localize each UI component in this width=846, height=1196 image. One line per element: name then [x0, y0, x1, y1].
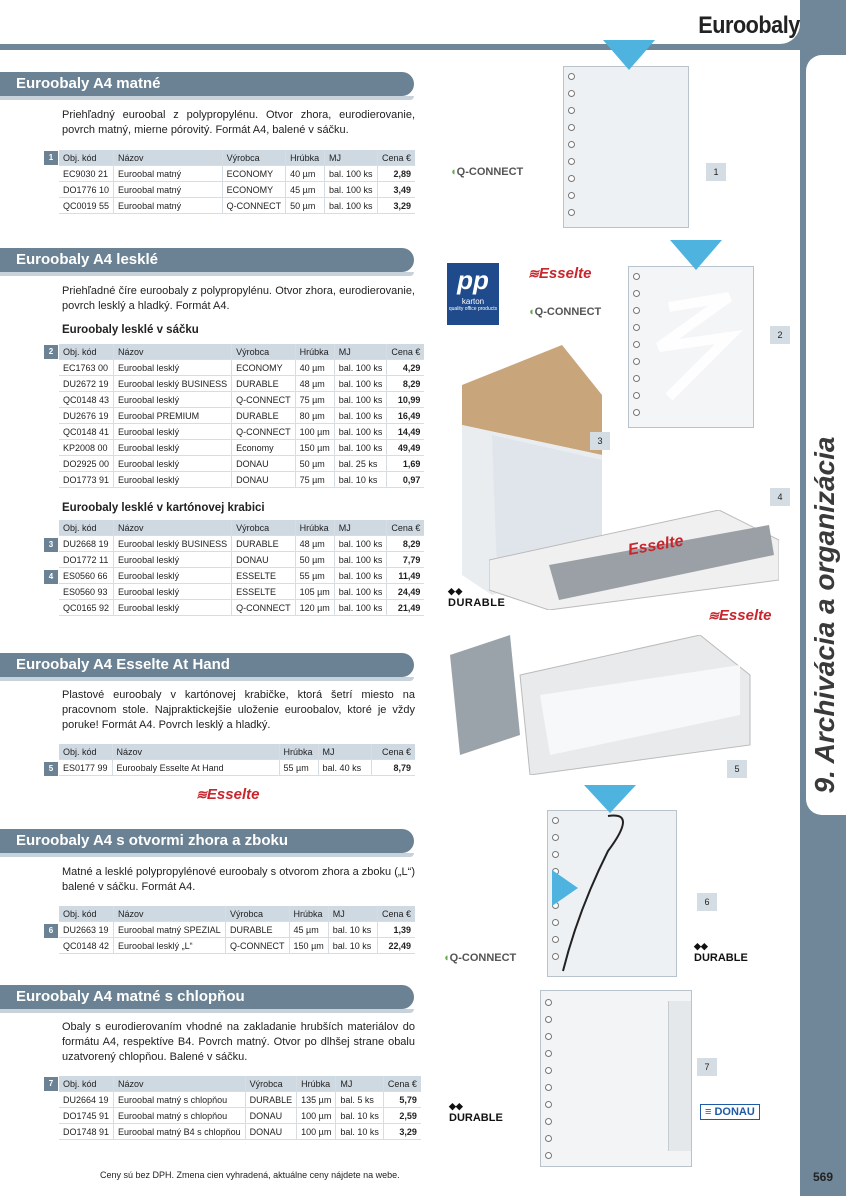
row-marker: 6 — [44, 924, 58, 938]
table-row — [59, 440, 424, 456]
table-cell: DO1745 91 — [59, 1108, 114, 1124]
footer-note: Ceny sú bez DPH. Zmena cien vyhradená, aktuálne ceny nájdete na webe. — [100, 1170, 400, 1180]
table-row — [59, 408, 424, 424]
table-cell: 16,49 — [387, 408, 425, 424]
table-cell: 135 µm — [297, 1092, 336, 1108]
column-header: MJ — [334, 520, 387, 536]
table-row — [59, 760, 415, 776]
table-cell: 40 µm — [286, 166, 325, 182]
table-cell: DONAU — [232, 456, 296, 472]
table-cell: bal. 100 ks — [334, 408, 387, 424]
column-header: Výrobca — [232, 344, 296, 360]
table-cell: Euroobal lesklý — [114, 584, 232, 600]
section-header — [0, 985, 414, 1009]
table-cell: 4,29 — [387, 360, 425, 376]
table-cell: bal. 100 ks — [325, 182, 378, 198]
column-header: Cena € — [387, 520, 425, 536]
table-cell: 75 µm — [295, 392, 334, 408]
table-cell: DURABLE — [232, 376, 296, 392]
column-header: Cena € — [383, 1076, 421, 1092]
table-cell: QC0148 43 — [59, 392, 114, 408]
product-image-matte-sleeve — [563, 66, 689, 228]
page-title: Euroobaly — [698, 12, 800, 39]
table-cell: bal. 100 ks — [334, 536, 387, 552]
table-cell: DURABLE — [232, 536, 296, 552]
table-cell: Q-CONNECT — [232, 600, 296, 616]
table-cell: bal. 100 ks — [325, 166, 378, 182]
table-cell: 75 µm — [295, 472, 334, 488]
table-cell: Euroobal matný s chlopňou — [114, 1092, 246, 1108]
table-row — [59, 166, 415, 182]
table-cell: bal. 40 ks — [318, 760, 371, 776]
table-cell: Euroobal lesklý — [114, 424, 232, 440]
section-header — [0, 653, 414, 677]
durable-logo: ◆◆ DURABLE — [449, 1101, 503, 1124]
section-description: Obaly s eurodierovaním vhodné na zakladanie hrubších materiálov do formátu A4, respektíve B4. Povrch matný. Otvor po dlhšej strane obalu uzatvorený chlopňou. Balené v sáčku. — [62, 1021, 415, 1063]
table-row — [59, 922, 415, 938]
table-row — [59, 568, 424, 584]
table-row — [59, 182, 415, 198]
table-cell: ESSELTE — [232, 568, 296, 584]
table-cell: DU2668 19 — [59, 536, 114, 552]
table-cell: DU2676 19 — [59, 408, 114, 424]
column-header: Hrúbka — [295, 520, 334, 536]
chapter-label: 9. Archivácia a organizácia — [809, 436, 840, 794]
table-row — [59, 198, 415, 214]
esselte-logo: ≋Esselte — [528, 265, 592, 282]
table-cell: QC0165 92 — [59, 600, 114, 616]
table-cell: DURABLE — [245, 1092, 297, 1108]
esselte-logo: ≋Esselte — [196, 786, 260, 803]
table-cell: 1,69 — [387, 456, 425, 472]
column-header: MJ — [325, 150, 378, 166]
at-hand-box-icon — [450, 635, 780, 775]
table-cell: Euroobal lesklý — [114, 440, 232, 456]
table-cell: DURABLE — [226, 922, 290, 938]
table-row — [59, 360, 424, 376]
image-badge: 4 — [770, 488, 790, 506]
column-header: Hrúbka — [286, 150, 325, 166]
section-title: Euroobaly A4 matné s chlopňou — [16, 988, 245, 1005]
table-cell: 100 µm — [297, 1124, 336, 1140]
section-description: Priehľadné číre euroobaly z polypropylénu. Otvor zhora, eurodierovanie, povrch lesklý a hladký. Formát A4. — [62, 285, 415, 312]
table-cell: bal. 100 ks — [325, 198, 378, 214]
table-cell: Euroobal lesklý BUSINESS — [114, 536, 232, 552]
table-cell: QC0019 55 — [59, 198, 114, 214]
column-header: MJ — [334, 344, 387, 360]
table-cell: 80 µm — [295, 408, 334, 424]
table-cell: DONAU — [232, 472, 296, 488]
table-cell: bal. 100 ks — [334, 392, 387, 408]
column-header: Obj. kód — [59, 1076, 114, 1092]
table-cell: ECONOMY — [222, 182, 286, 198]
durable-mark-icon: ◆◆ — [449, 1101, 463, 1111]
table-cell: Euroobal matný s chlopňou — [114, 1108, 246, 1124]
table-cell: 3,29 — [377, 198, 415, 214]
row-marker: 1 — [44, 151, 58, 165]
table-cell: Q-CONNECT — [222, 198, 286, 214]
esselte-box-icon — [489, 510, 779, 610]
table-cell: 45 µm — [286, 182, 325, 198]
table-row — [59, 1092, 421, 1108]
table-cell: Euroobal matný — [114, 166, 223, 182]
table-cell: Euroobal lesklý — [114, 600, 232, 616]
column-header: MJ — [318, 744, 371, 760]
column-header: Názov — [112, 744, 279, 760]
table-cell: KP2008 00 — [59, 440, 114, 456]
table-cell: bal. 10 ks — [336, 1108, 384, 1124]
table-cell: 100 µm — [297, 1108, 336, 1124]
column-header: Obj. kód — [59, 906, 114, 922]
column-header: Obj. kód — [59, 344, 114, 360]
image-badge: 5 — [727, 760, 747, 778]
table-cell: ECONOMY — [232, 360, 296, 376]
table-row — [59, 424, 424, 440]
table-cell: 2,89 — [377, 166, 415, 182]
table-cell: 55 µm — [279, 760, 318, 776]
table-row — [59, 1108, 421, 1124]
table-cell: Euroobal matný — [114, 198, 223, 214]
table-cell: 3,29 — [383, 1124, 421, 1140]
table-cell: DONAU — [245, 1124, 297, 1140]
table-cell: DO1773 91 — [59, 472, 114, 488]
table-cell: DO2925 00 — [59, 456, 114, 472]
table-row — [59, 600, 424, 616]
product-image-flap-sleeve — [540, 990, 692, 1167]
column-header: Názov — [114, 150, 223, 166]
table-cell: 150 µm — [295, 440, 334, 456]
table-cell: ES0560 66 — [59, 568, 114, 584]
table-cell: EC1763 00 — [59, 360, 114, 376]
table-cell: 50 µm — [295, 552, 334, 568]
row-marker: 5 — [44, 762, 58, 776]
table-cell: bal. 100 ks — [334, 600, 387, 616]
section-title: Euroobaly A4 lesklé — [16, 251, 159, 268]
table-cell: Euroobal matný SPEZIAL — [114, 922, 226, 938]
esselte-mark-icon: ≋ — [196, 787, 207, 802]
table-cell: 55 µm — [295, 568, 334, 584]
table-cell: 3,49 — [377, 182, 415, 198]
page-number: 569 — [812, 1170, 834, 1184]
table-cell: 105 µm — [295, 584, 334, 600]
table-row — [59, 456, 424, 472]
table-cell: 8,79 — [371, 760, 415, 776]
table-header-row — [59, 520, 424, 536]
pp-karton-logo: pp karton quality office products — [447, 263, 499, 325]
image-badge: 1 — [706, 163, 726, 181]
product-image-glossy-sleeve — [628, 266, 754, 428]
durable-logo: ◆◆ DURABLE — [694, 941, 748, 964]
section-title: Euroobaly A4 Esselte At Hand — [16, 656, 230, 673]
donau-logo: ≡ DONAU — [700, 1104, 760, 1120]
table-cell: 100 µm — [295, 424, 334, 440]
table-cell: Euroobaly Esselte At Hand — [112, 760, 279, 776]
table-header-row — [59, 1076, 421, 1092]
column-header: Názov — [114, 520, 232, 536]
column-header: MJ — [328, 906, 377, 922]
table-cell: ECONOMY — [222, 166, 286, 182]
table-cell: 48 µm — [295, 376, 334, 392]
column-header: Hrúbka — [295, 344, 334, 360]
table-cell: 50 µm — [286, 198, 325, 214]
table-cell: bal. 100 ks — [334, 584, 387, 600]
table-cell: DONAU — [245, 1108, 297, 1124]
column-header: Cena € — [377, 906, 415, 922]
table-cell: Euroobal lesklý — [114, 456, 232, 472]
product-table — [59, 520, 424, 616]
column-header: Názov — [114, 906, 226, 922]
image-badge: 2 — [770, 326, 790, 344]
table-cell: 21,49 — [387, 600, 425, 616]
column-header: Názov — [114, 344, 232, 360]
esselte-logo: ≋Esselte — [708, 607, 772, 624]
table-row — [59, 938, 415, 954]
row-marker: 7 — [44, 1077, 58, 1091]
section-description: Priehľadný euroobal z polypropylénu. Otvor zhora, eurodierovanie, povrch matný, mierne pórovitý. Formát A4, balené v sáčku. — [62, 109, 415, 136]
table-cell: 5,79 — [383, 1092, 421, 1108]
table-cell: 7,79 — [387, 552, 425, 568]
table-cell: EC9030 21 — [59, 166, 114, 182]
table-cell: bal. 100 ks — [334, 552, 387, 568]
table-cell: Euroobal matný — [114, 182, 223, 198]
table-header-row — [59, 906, 415, 922]
section-description: Matné a lesklé polypropylénové euroobaly s otvorom zhora a zboku („L“) balené v sáčku. Formát A4. — [62, 866, 415, 893]
gloss-shine-icon — [629, 267, 753, 427]
table-header-row — [59, 744, 415, 760]
product-table — [59, 150, 415, 214]
column-header: Výrobca — [226, 906, 290, 922]
table-row — [59, 376, 424, 392]
section-header — [0, 248, 414, 272]
arrow-right-icon — [552, 870, 578, 906]
qconnect-logo: ◖Q-CONNECT — [443, 952, 517, 964]
table-cell: Q-CONNECT — [232, 424, 296, 440]
arrow-down-icon — [670, 240, 722, 270]
table-cell: 8,29 — [387, 376, 425, 392]
table-cell: 48 µm — [295, 536, 334, 552]
table-cell: DU2663 19 — [59, 922, 114, 938]
table-cell: bal. 100 ks — [334, 424, 387, 440]
table-row — [59, 472, 424, 488]
table-cell: DONAU — [232, 552, 296, 568]
table-cell: DU2672 19 — [59, 376, 114, 392]
table-cell: DURABLE — [232, 408, 296, 424]
table-cell: 45 µm — [289, 922, 328, 938]
table-cell: QC0148 41 — [59, 424, 114, 440]
table-cell: DO1748 91 — [59, 1124, 114, 1140]
column-header: Cena € — [377, 150, 415, 166]
product-table — [59, 344, 424, 488]
table-cell: Euroobal lesklý BUSINESS — [114, 376, 232, 392]
table-row — [59, 1124, 421, 1140]
table-cell: Euroobal lesklý — [114, 360, 232, 376]
flap — [668, 1001, 691, 1151]
column-header: Obj. kód — [59, 520, 114, 536]
section-header — [0, 72, 414, 96]
table-row — [59, 392, 424, 408]
table-cell: ES0560 93 — [59, 584, 114, 600]
table-cell: Euroobal lesklý „L“ — [114, 938, 226, 954]
table-cell: 49,49 — [387, 440, 425, 456]
table-cell: bal. 10 ks — [334, 472, 387, 488]
qconnect-logo: ◖Q-CONNECT — [450, 166, 524, 178]
arrow-down-icon — [603, 40, 655, 70]
column-header: Výrobca — [245, 1076, 297, 1092]
image-badge: 3 — [590, 432, 610, 450]
table-cell: Q-CONNECT — [226, 938, 290, 954]
row-marker: 3 — [44, 538, 58, 552]
table-cell: Euroobal matný B4 s chlopňou — [114, 1124, 246, 1140]
table-cell: 24,49 — [387, 584, 425, 600]
table-cell: DU2664 19 — [59, 1092, 114, 1108]
product-image-at-hand-box — [450, 635, 780, 775]
table-cell: Euroobal PREMIUM — [114, 408, 232, 424]
esselte-mark-icon: ≋ — [528, 266, 539, 281]
table-cell: 120 µm — [295, 600, 334, 616]
column-header: Cena € — [387, 344, 425, 360]
product-image-esselte-box — [489, 510, 779, 610]
durable-mark-icon: ◆◆ — [448, 586, 463, 596]
table-cell: Euroobal lesklý — [114, 552, 232, 568]
table-cell: ES0177 99 — [59, 760, 112, 776]
table-cell: DO1772 11 — [59, 552, 114, 568]
table-cell: bal. 100 ks — [334, 360, 387, 376]
table-cell: bal. 100 ks — [334, 568, 387, 584]
table-cell: 40 µm — [295, 360, 334, 376]
column-header: Hrúbka — [297, 1076, 336, 1092]
table-cell: Economy — [232, 440, 296, 456]
table-cell: bal. 100 ks — [334, 440, 387, 456]
product-table — [59, 744, 415, 776]
durable-logo: ◆◆ DURABLE — [448, 586, 506, 609]
table-cell: bal. 10 ks — [336, 1124, 384, 1140]
row-marker: 4 — [44, 570, 58, 584]
table-cell: 2,59 — [383, 1108, 421, 1124]
image-badge: 6 — [697, 893, 717, 911]
table-header-row — [59, 150, 415, 166]
table-cell: Q-CONNECT — [232, 392, 296, 408]
table-cell: bal. 10 ks — [328, 922, 377, 938]
qconnect-mark-icon: ◖ — [528, 306, 535, 318]
table-cell: 8,29 — [387, 536, 425, 552]
table-cell: 1,39 — [377, 922, 415, 938]
section-title: Euroobaly A4 matné — [16, 75, 161, 92]
section-title: Euroobaly A4 s otvormi zhora a zboku — [16, 832, 288, 849]
column-header: Názov — [114, 1076, 246, 1092]
qconnect-logo: ◖Q-CONNECT — [528, 306, 602, 318]
section-header — [0, 829, 414, 853]
row-marker: 2 — [44, 345, 58, 359]
durable-mark-icon: ◆◆ — [694, 941, 708, 951]
arrow-down-icon — [584, 785, 636, 813]
column-header: Výrobca — [222, 150, 286, 166]
table-cell: bal. 25 ks — [334, 456, 387, 472]
table-header-row — [59, 344, 424, 360]
column-header: Výrobca — [232, 520, 296, 536]
qconnect-mark-icon: ◖ — [450, 166, 457, 178]
table-cell: 22,49 — [377, 938, 415, 954]
table-cell: Euroobal lesklý — [114, 568, 232, 584]
table-cell: bal. 100 ks — [334, 376, 387, 392]
table-cell: Euroobal lesklý — [114, 392, 232, 408]
table-row — [59, 552, 424, 568]
column-header: Obj. kód — [59, 744, 112, 760]
table-cell: ESSELTE — [232, 584, 296, 600]
header-white-area — [0, 0, 800, 44]
table-cell: QC0148 42 — [59, 938, 114, 954]
table-row — [59, 536, 424, 552]
image-badge: 7 — [697, 1058, 717, 1076]
subsection-title: Euroobaly lesklé v kartónovej krabici — [62, 502, 265, 514]
subsection-title: Euroobaly lesklé v sáčku — [62, 324, 199, 336]
section-description: Plastové euroobaly v kartónovej krabičke, ktorá šetrí miesto na pracovnom stole. Najpraktickejšie uloženie euroobalov, ktoré je vždy poruke! Formát A4. Povrch lesklý a hladký. — [62, 689, 415, 731]
table-cell: Euroobal lesklý — [114, 472, 232, 488]
column-header: MJ — [336, 1076, 384, 1092]
product-table — [59, 906, 415, 954]
qconnect-mark-icon: ◖ — [443, 952, 450, 964]
table-cell: 14,49 — [387, 424, 425, 440]
column-header: Obj. kód — [59, 150, 114, 166]
table-cell: bal. 10 ks — [328, 938, 377, 954]
svg-text:Esselte: Esselte — [626, 532, 685, 559]
table-cell: 150 µm — [289, 938, 328, 954]
table-cell: bal. 5 ks — [336, 1092, 384, 1108]
donau-mark-icon: ≡ — [705, 1106, 712, 1118]
column-header: Cena € — [371, 744, 415, 760]
esselte-mark-icon: ≋ — [708, 608, 719, 623]
table-row — [59, 584, 424, 600]
table-cell: 10,99 — [387, 392, 425, 408]
table-cell: 0,97 — [387, 472, 425, 488]
table-cell: DO1776 10 — [59, 182, 114, 198]
column-header: Hrúbka — [289, 906, 328, 922]
product-table — [59, 1076, 421, 1140]
table-cell: 11,49 — [387, 568, 425, 584]
table-cell: 50 µm — [295, 456, 334, 472]
column-header: Hrúbka — [279, 744, 318, 760]
